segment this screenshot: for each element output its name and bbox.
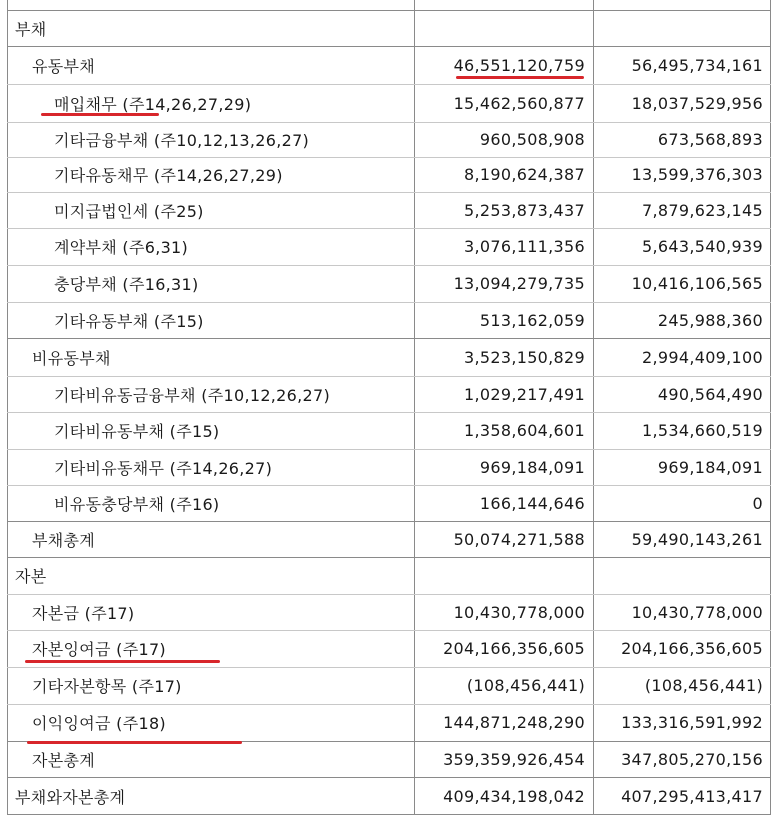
table-row [7, 667, 771, 704]
prior-period-value: 133,316,591,992 [621, 713, 763, 732]
table-row [7, 594, 771, 630]
row-label: 미지급법인세 (주25) [54, 201, 204, 221]
prior-period-value: 13,599,376,303 [631, 165, 763, 184]
current-period-value: 15,462,560,877 [453, 93, 585, 113]
row-label: 기타유동채무 (주14,26,27,29) [54, 166, 283, 185]
row-label: 매입채무 (주14,26,27,29) [54, 94, 252, 114]
row-divider [7, 667, 771, 668]
prior-period-value: 673,568,893 [657, 130, 763, 149]
table-row [7, 741, 771, 777]
prior-period-value: 59,490,143,261 [631, 529, 763, 549]
table-row [7, 228, 771, 265]
row-divider [7, 338, 771, 339]
table-border-bottom [7, 814, 771, 815]
current-period-value: 960,508,908 [479, 130, 585, 149]
row-label: 이익잉여금 (주18) [32, 714, 166, 733]
table-row [7, 777, 771, 815]
current-period-value: 50,074,271,588 [453, 529, 585, 549]
current-period-value: 969,184,091 [479, 457, 585, 477]
row-divider [7, 777, 771, 778]
table-row [7, 84, 771, 122]
current-period-value: 8,190,624,387 [464, 165, 585, 184]
prior-period-value: 490,564,490 [657, 384, 763, 404]
prior-period-value: 10,416,106,565 [631, 274, 763, 293]
current-period-value [414, 557, 593, 594]
table-row [7, 412, 771, 449]
prior-period-value: 245,988,360 [657, 310, 763, 330]
row-label: 비유동충당부채 (주16) [54, 494, 220, 514]
prior-period-value: 7,879,623,145 [642, 200, 763, 220]
table-row [7, 46, 771, 84]
current-period-value: (108,456,441) [466, 676, 585, 695]
table-row [7, 338, 771, 376]
row-divider [7, 376, 771, 377]
current-period-value: 204,166,356,605 [443, 639, 585, 658]
prior-period-value: 1,534,660,519 [642, 421, 763, 440]
current-period-value: 5,253,873,437 [464, 200, 585, 220]
row-divider [7, 704, 771, 705]
prior-period-value: (108,456,441) [644, 676, 763, 695]
current-period-value: 3,523,150,829 [464, 347, 585, 367]
row-label: 자본총계 [32, 750, 96, 770]
table-row [7, 157, 771, 192]
current-period-value: 13,094,279,735 [453, 274, 585, 293]
table-row [7, 485, 771, 521]
current-period-value: 359,359,926,454 [443, 749, 585, 769]
row-divider [7, 192, 771, 193]
current-period-value: 513,162,059 [479, 310, 585, 330]
current-period-value: 166,144,646 [479, 493, 585, 513]
row-label: 기타비유동부채 (주15) [54, 422, 220, 441]
row-divider [7, 412, 771, 413]
prior-period-value: 0 [752, 493, 763, 513]
prior-period-value [593, 10, 771, 46]
row-label: 기타자본항목 (주17) [32, 677, 182, 696]
row-label: 기타유동부채 (주15) [54, 311, 204, 331]
row-divider [7, 228, 771, 229]
row-divider [7, 302, 771, 303]
row-label: 기타비유동채무 (주14,26,27) [54, 458, 273, 478]
current-period-value: 144,871,248,290 [443, 713, 585, 732]
current-period-value: 46,551,120,759 [453, 55, 585, 75]
prior-period-value [593, 557, 771, 594]
row-label: 기타금융부채 (주10,12,13,26,27) [54, 131, 310, 150]
current-period-value: 1,029,217,491 [464, 384, 585, 404]
row-label: 자본 [15, 567, 47, 586]
row-divider [7, 485, 771, 486]
table-row [7, 704, 771, 741]
row-label: 유동부채 [32, 56, 96, 76]
prior-period-value: 18,037,529,956 [631, 93, 763, 113]
current-period-value: 409,434,198,042 [443, 786, 585, 806]
prior-period-value: 969,184,091 [657, 457, 763, 477]
row-divider [7, 521, 771, 522]
prior-period-value: 56,495,734,161 [631, 55, 763, 75]
table-row [7, 302, 771, 338]
table-row [7, 557, 771, 594]
table-row [7, 265, 771, 302]
prior-period-value: 5,643,540,939 [642, 237, 763, 256]
row-label: 충당부채 (주16,31) [54, 275, 199, 294]
row-label: 부채총계 [32, 530, 96, 550]
table-row [7, 122, 771, 157]
row-label: 자본금 (주17) [32, 603, 135, 623]
row-label: 비유동부채 [32, 348, 111, 368]
prior-period-value: 10,430,778,000 [631, 602, 763, 622]
table-row [7, 449, 771, 485]
row-divider [7, 557, 771, 558]
annotation-underline-retained-earnings [27, 741, 242, 744]
table-row [7, 521, 771, 557]
prior-period-value: 2,994,409,100 [642, 347, 763, 367]
prior-period-value: 407,295,413,417 [621, 786, 763, 806]
row-divider [7, 630, 771, 631]
annotation-underline-trade-payables [41, 113, 159, 116]
annotation-underline-capital-surplus [25, 660, 220, 663]
current-period-value [414, 10, 593, 46]
row-divider [7, 46, 771, 47]
row-divider [7, 265, 771, 266]
row-divider [7, 10, 771, 11]
row-label: 자본잉여금 (주17) [32, 640, 166, 659]
row-divider [7, 157, 771, 158]
row-label: 부채 [15, 19, 47, 39]
row-divider [7, 84, 771, 85]
table-row [7, 10, 771, 46]
row-label: 부채와자본총계 [15, 787, 126, 807]
row-divider [7, 449, 771, 450]
balance-sheet-table [7, 0, 771, 815]
table-row [7, 192, 771, 228]
current-period-value: 3,076,111,356 [464, 237, 585, 256]
annotation-underline-current-liabilities [456, 76, 584, 79]
table-row [7, 376, 771, 412]
current-period-value: 1,358,604,601 [464, 421, 585, 440]
row-divider [7, 122, 771, 123]
row-divider [7, 594, 771, 595]
prior-period-value: 204,166,356,605 [621, 639, 763, 658]
current-period-value: 10,430,778,000 [453, 602, 585, 622]
prior-period-value: 347,805,270,156 [621, 749, 763, 769]
row-label: 계약부채 (주6,31) [54, 238, 189, 257]
row-label: 기타비유동금융부채 (주10,12,26,27) [54, 385, 331, 405]
